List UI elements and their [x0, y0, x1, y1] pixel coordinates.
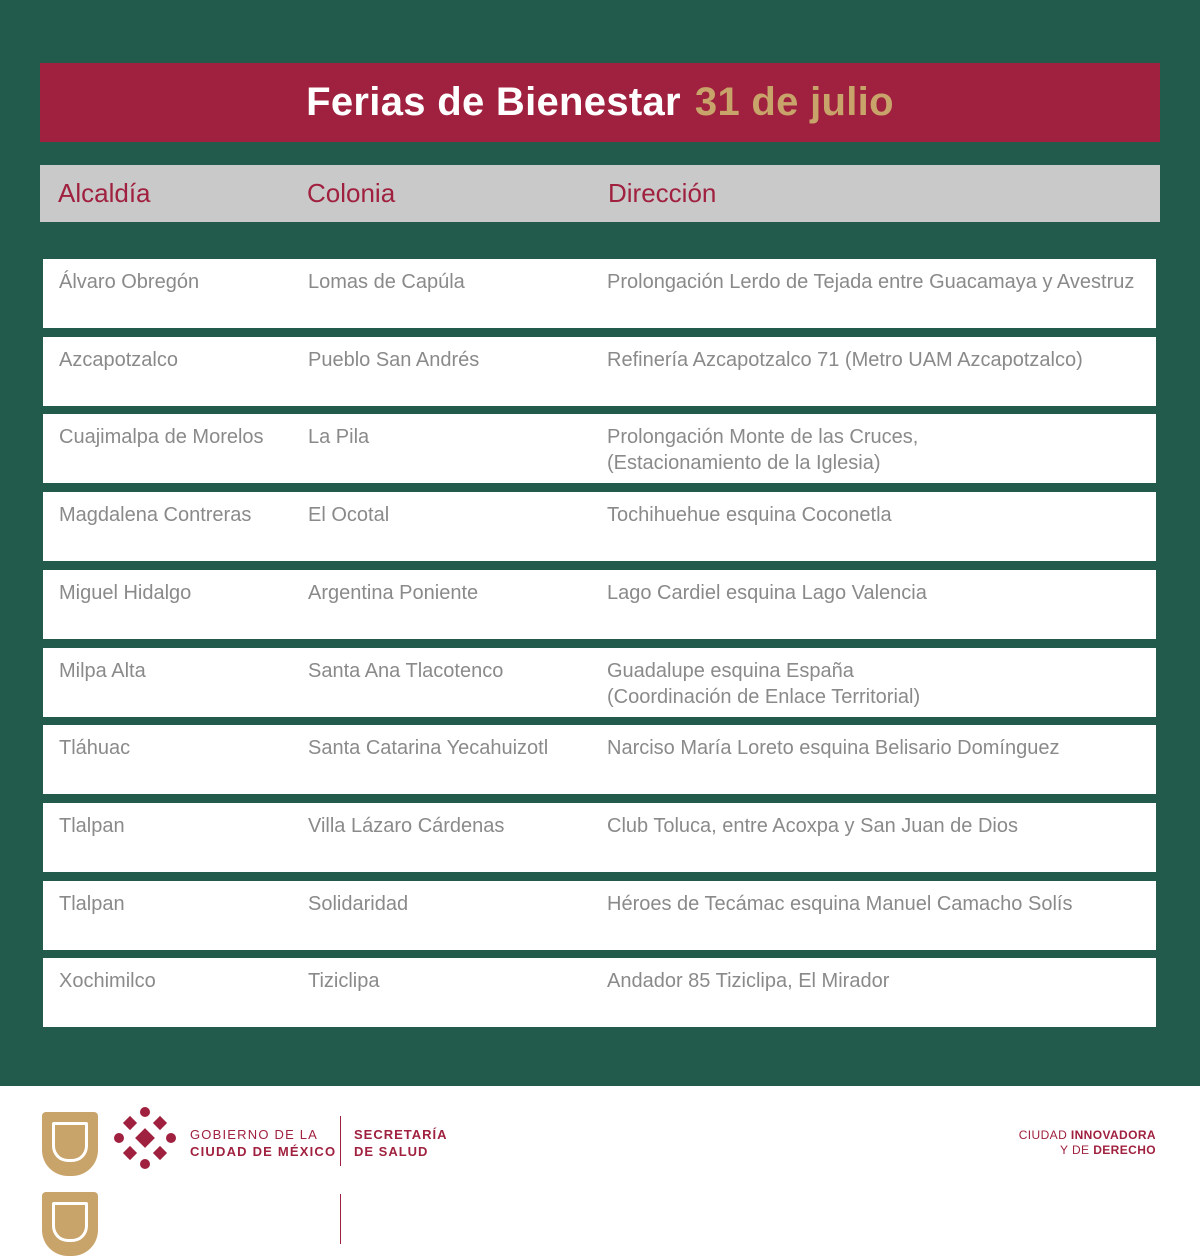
page-title: Ferias de Bienestar: [306, 80, 681, 124]
cell-direccion-line: Narciso María Loreto esquina Belisario Domínguez: [607, 737, 1060, 759]
slogan-word-derecho: DERECHO: [1093, 1143, 1156, 1157]
cell-direccion: [607, 424, 918, 476]
cell-alcaldia: Magdalena Contreras: [59, 504, 252, 526]
cell-colonia: Villa Lázaro Cárdenas: [308, 815, 505, 837]
table-row: [43, 881, 1156, 950]
slogan-word-innovadora: INNOVADORA: [1070, 1128, 1156, 1142]
cdmx-coat-of-arms-icon: [42, 1112, 98, 1176]
cell-colonia: Argentina Poniente: [308, 582, 479, 604]
cell-direccion-line: Andador 85 Tiziclipa, El Mirador: [607, 970, 890, 992]
secretaria-name-line1: SECRETARÍA: [354, 1127, 448, 1142]
cell-direccion-line: Club Toluca, entre Acoxpa y San Juan de Dios: [607, 815, 1018, 837]
cell-alcaldia: Miguel Hidalgo: [59, 582, 192, 604]
table-row: [43, 648, 1156, 717]
cell-alcaldia: Tlalpan: [59, 893, 125, 915]
government-name-line2: CIUDAD DE MÉXICO: [190, 1144, 337, 1159]
government-name-line1: GOBIERNO DE LA: [190, 1127, 319, 1142]
cell-direccion-line: (Estacionamiento de la Iglesia): [607, 452, 881, 474]
table-row: [43, 958, 1156, 1027]
secretaria-name-line2: DE SALUD: [354, 1144, 429, 1159]
cell-colonia: La Pila: [308, 426, 370, 448]
cell-colonia: Solidaridad: [308, 893, 409, 915]
table-row: [43, 337, 1156, 406]
secretaria-name: [354, 1126, 448, 1160]
cell-direccion: [607, 968, 889, 994]
cell-direccion: [607, 891, 1072, 917]
slogan-word-ciudad: CIUDAD: [1018, 1128, 1068, 1142]
cell-direccion: [607, 735, 1059, 761]
footer-divider: [340, 1116, 341, 1166]
page-title-date: 31 de julio: [694, 80, 894, 124]
cell-alcaldia: Tláhuac: [59, 737, 131, 759]
cell-alcaldia: Xochimilco: [59, 970, 156, 992]
cell-direccion: [607, 347, 1083, 373]
table-row: [43, 414, 1156, 483]
cell-colonia: Santa Catarina Yecahuizotl: [308, 737, 549, 759]
cell-direccion-line: Refinería Azcapotzalco 71 (Metro UAM Azcapotzalco): [607, 349, 1083, 371]
cell-direccion: [607, 502, 892, 528]
cell-alcaldia: Álvaro Obregón: [59, 271, 200, 293]
footer-divider-repeat: [340, 1194, 341, 1244]
cell-colonia: El Ocotal: [308, 504, 390, 526]
table-row: [43, 492, 1156, 561]
table-row: [43, 803, 1156, 872]
table-row: [43, 725, 1156, 794]
cell-direccion-line: Tochihuehue esquina Coconetla: [607, 504, 892, 526]
cell-colonia: Santa Ana Tlacotenco: [308, 660, 504, 682]
column-header-colonia: Colonia: [307, 178, 396, 208]
cell-alcaldia: Cuajimalpa de Morelos: [59, 426, 264, 448]
cell-alcaldia: Milpa Alta: [59, 660, 146, 682]
slogan-word-y-de: Y DE: [1060, 1143, 1090, 1157]
cell-direccion: [607, 580, 927, 606]
cell-direccion-line: Héroes de Tecámac esquina Manuel Camacho Solís: [607, 893, 1073, 915]
cell-direccion: [607, 269, 1134, 295]
footer: [0, 1086, 1200, 1200]
cell-alcaldia: Azcapotzalco: [59, 349, 178, 371]
column-header-direccion: Dirección: [608, 178, 717, 208]
cell-direccion-line: Prolongación Lerdo de Tejada entre Guacamaya y Avestruz: [607, 271, 1135, 293]
table-row: [43, 259, 1156, 328]
table-row: [43, 570, 1156, 639]
cdmx-logo-icon: [113, 1106, 177, 1170]
cdmx-coat-of-arms-icon-repeat: [42, 1192, 98, 1256]
cell-colonia: Tiziclipa: [308, 970, 380, 992]
cell-colonia: Pueblo San Andrés: [308, 349, 480, 371]
cell-direccion: [607, 658, 920, 710]
title-banner: [40, 63, 1160, 142]
cell-direccion-line: (Coordinación de Enlace Territorial): [607, 686, 921, 708]
cell-alcaldia: Tlalpan: [59, 815, 125, 837]
cell-direccion-line: Lago Cardiel esquina Lago Valencia: [607, 582, 927, 604]
column-header-alcaldia: Alcaldía: [58, 178, 151, 208]
government-name: [190, 1126, 336, 1160]
table-header: [40, 165, 1160, 222]
cell-direccion-line: Guadalupe esquina España: [607, 660, 854, 682]
cell-direccion-line: Prolongación Monte de las Cruces,: [607, 426, 919, 448]
cell-direccion: [607, 813, 1018, 839]
slogan: [1019, 1128, 1156, 1158]
cell-colonia: Lomas de Capúla: [308, 271, 465, 293]
